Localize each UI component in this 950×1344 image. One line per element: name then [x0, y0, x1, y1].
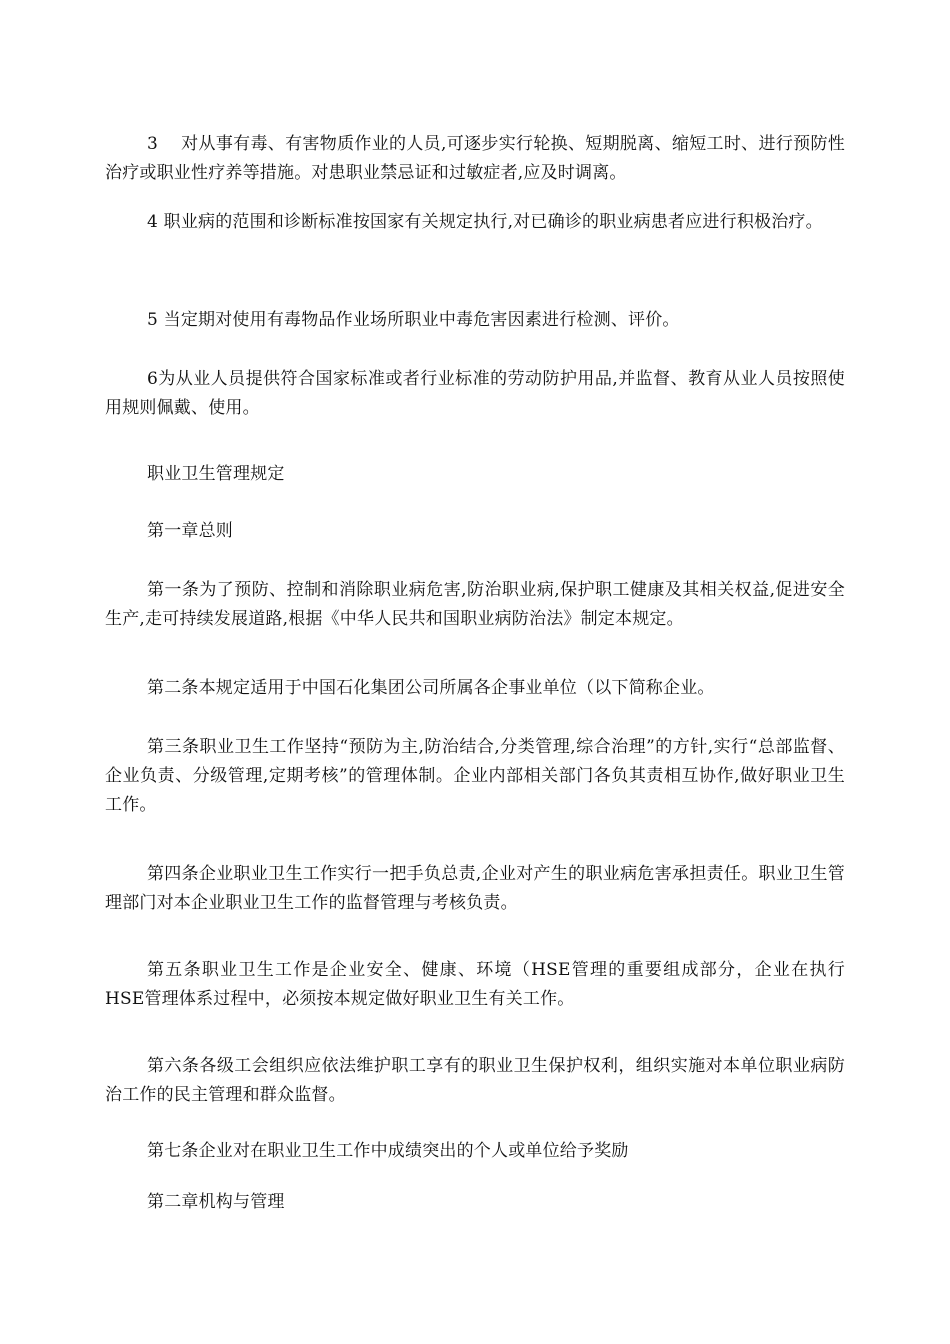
paragraph-item-5: 5 当定期对使用有毒物品作业场所职业中毒危害因素进行检测、评价。	[147, 310, 680, 330]
paragraph-item-4: 4 职业病的范围和诊断标准按国家有关规定执行,对已确诊的职业病患者应进行积极治疗。	[147, 212, 823, 232]
article-2: 第二条本规定适用于中国石化集团公司所属各企事业单位（以下简称企业。	[147, 678, 715, 698]
chapter-heading-2: 第二章机构与管理	[147, 1192, 285, 1212]
article-4: 第四条企业职业卫生工作实行一把手负总责,企业对产生的职业病危害承担责任。职业卫生管理部门对本企业职业卫生工作的监督管理与考核负责。	[105, 864, 845, 913]
paragraph-item-6: 6为从业人员提供符合国家标准或者行业标准的劳动防护用品,并监督、教育从业人员按照使用规则佩戴、使用。	[105, 369, 845, 418]
section-title: 职业卫生管理规定	[147, 464, 285, 484]
article-7: 第七条企业对在职业卫生工作中成绩突出的个人或单位给予奖励	[147, 1141, 629, 1161]
article-5: 第五条职业卫生工作是企业安全、健康、环境（HSE管理的重要组成部分，企业在执行HSE管理体系过程中，必须按本规定做好职业卫生有关工作。	[105, 960, 845, 1009]
article-6: 第六条各级工会组织应依法维护职工享有的职业卫生保护权利，组织实施对本单位职业病防治工作的民主管理和群众监督。	[105, 1056, 845, 1105]
article-3: 第三条职业卫生工作坚持“预防为主,防治结合,分类管理,综合治理”的方针,实行“总部监督、企业负责、分级管理,定期考核”的管理体制。企业内部相关部门各负其责相互协作,做好职业卫生工作。	[105, 737, 845, 815]
article-1: 第一条为了预防、控制和消除职业病危害,防治职业病,保护职工健康及其相关权益,促进安全生产,走可持续发展道路,根据《中华人民共和国职业病防治法》制定本规定。	[105, 580, 845, 629]
chapter-heading-1: 第一章总则	[147, 521, 233, 541]
paragraph-item-3: 3 对从事有毒、有害物质作业的人员,可逐步实行轮换、短期脱离、缩短工时、进行预防性治疗或职业性疗养等措施。对患职业禁忌证和过敏症者,应及时调离。	[105, 134, 845, 183]
